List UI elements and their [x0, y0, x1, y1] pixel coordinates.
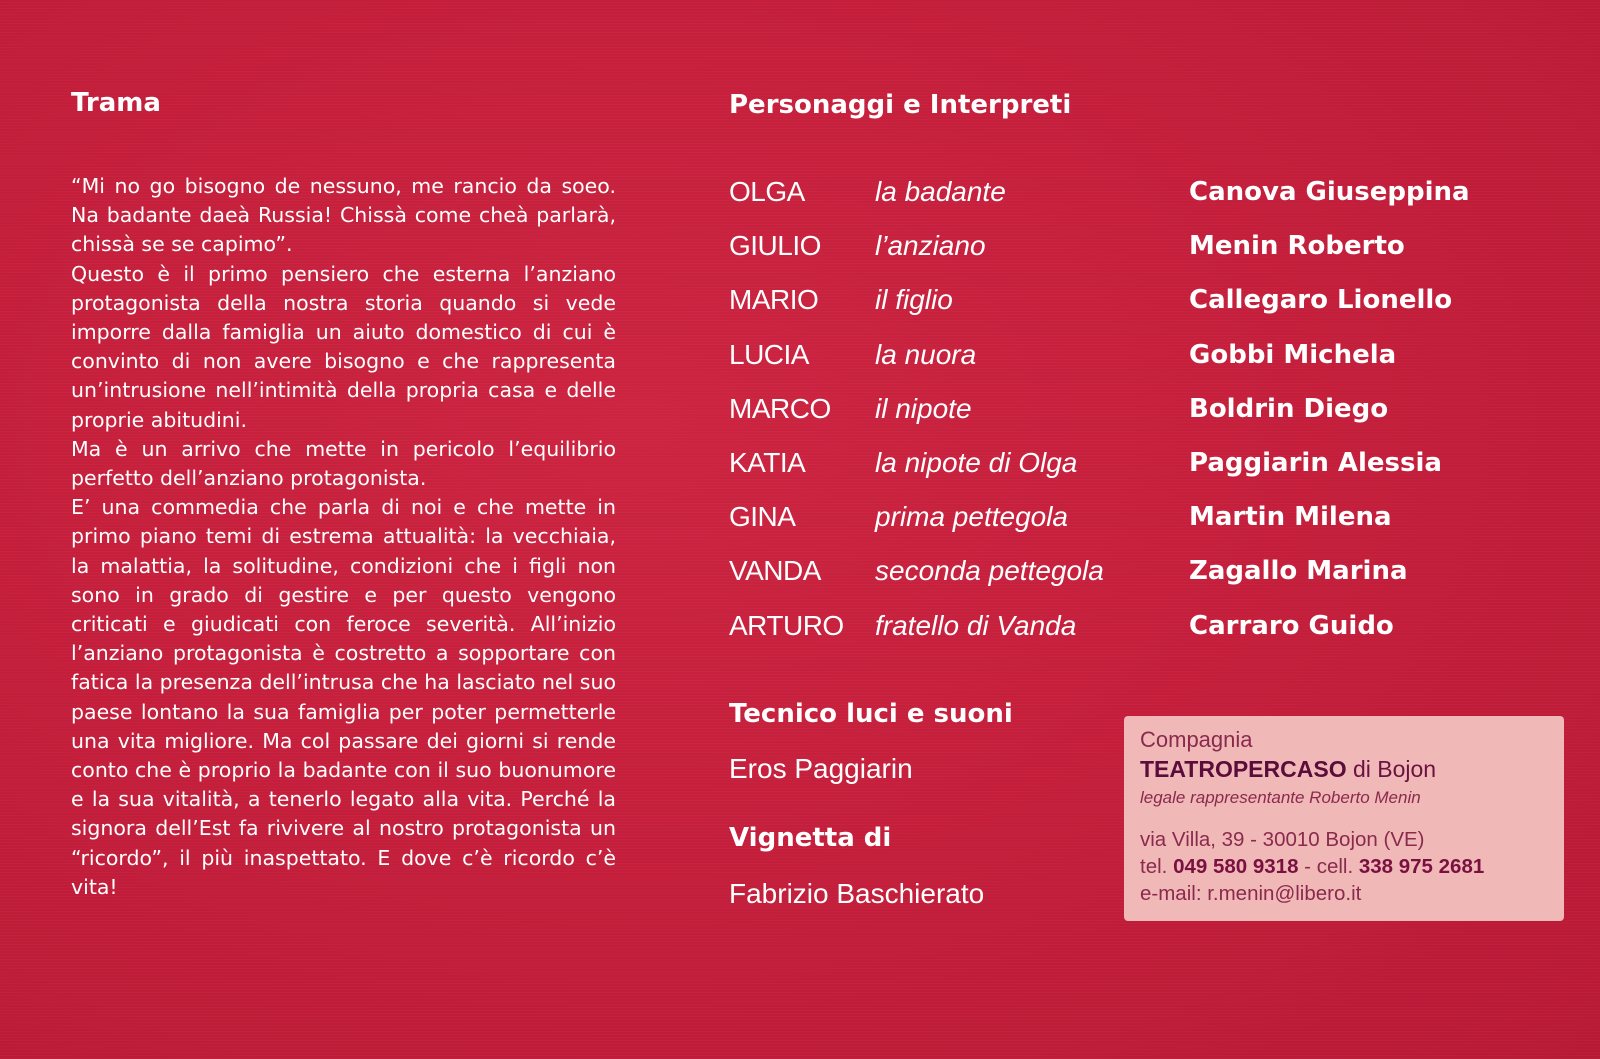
cast-row — [729, 544, 1529, 598]
email-label: e-mail: — [1140, 882, 1202, 905]
company-label: Compagnia — [1140, 727, 1253, 752]
company-address: via Villa, 39 - 30010 Bojon (VE) — [1140, 828, 1425, 851]
cast-row — [729, 273, 1529, 327]
character-description: prima pettegola — [875, 501, 1069, 533]
cast-heading: Personaggi e Interpreti — [729, 90, 1072, 120]
character-description: l’anziano — [875, 230, 986, 262]
tel-number[interactable]: 049 580 9318 — [1173, 855, 1299, 878]
company-location: di Bojon — [1352, 756, 1437, 782]
company-phone-line — [1140, 853, 1564, 880]
cell-number[interactable]: 338 975 2681 — [1358, 855, 1485, 878]
company-info-box — [1124, 716, 1564, 921]
plot-paragraph: Questo è il primo pensiero che esterna l’anziano protagonista della nostra storia quando si vede imporre dalla famiglia un aiuto domestico di cui è convinto di non avere bisogno e che rappresenta un’intrusione nell’intimità della propria casa e delle proprie abitudini. — [71, 261, 616, 432]
character-description: la badante — [875, 176, 1006, 207]
actor-name: Menin Roberto — [1189, 231, 1405, 262]
character-name: MARCO — [729, 392, 831, 424]
plot-paragraph: Ma è un arrivo che mette in pericolo l’equilibrio perfetto dell’anziano protagonista. — [71, 436, 616, 491]
character-name: OLGA — [729, 176, 805, 207]
actor-name: Zagallo Marina — [1189, 556, 1408, 587]
cell-label: - cell. — [1304, 855, 1354, 878]
character-name: ARTURO — [729, 609, 844, 641]
character-name: GIULIO — [729, 230, 821, 262]
actor-name: Martin Milena — [1189, 502, 1392, 533]
actor-name: Boldrin Diego — [1189, 393, 1389, 424]
cast-row — [729, 328, 1529, 382]
email-address[interactable]: r.menin@libero.it — [1207, 882, 1362, 905]
character-name: VANDA — [729, 555, 821, 587]
company-legal-representative: legale rappresentante Roberto Menin — [1140, 788, 1421, 807]
cast-row — [729, 165, 1529, 219]
character-description: la nuora — [875, 338, 977, 370]
actor-name: Paggiarin Alessia — [1189, 447, 1442, 478]
plot-heading: Trama — [71, 88, 161, 118]
cast-row — [729, 436, 1529, 490]
cast-list — [729, 165, 1529, 653]
character-description: fratello di Vanda — [875, 609, 1077, 641]
plot-paragraph: E’ una commedia che parla di noi e che mette in primo piano temi di estrema attualità: la vecchiaia, la malattia, la solitudine, condizioni che i figli non sono in grado di gestire e per questo vengono criticati e giudicati con feroce severità. All’inizio l’anziano protagonista è costretto a sopportare con fatica la presenza dell’intrusa che ha lasciato nel suo paese lontano la sua famiglia per poter permetterle una vita migliore. Ma col passare dei giorni si rende conto che è proprio la badante con il suo buonumore e la sua vitalità, a tenerlo legato alla vita. Perché la signora dell’Est fa rivivere al nostro protagonista un “ricordo”, il più inaspettato. E dove c’è ricordo c’è vita! — [71, 495, 616, 899]
actor-name: Canova Giuseppina — [1189, 177, 1470, 207]
character-description: il figlio — [875, 284, 953, 316]
character-name: KATIA — [729, 446, 806, 478]
actor-name: Callegaro Lionello — [1189, 285, 1453, 316]
tel-label: tel. — [1140, 855, 1168, 878]
technician-heading: Tecnico luci e suoni — [729, 699, 1013, 729]
company-name: TEATROPERCASO — [1140, 756, 1347, 782]
company-name-line — [1140, 754, 1564, 784]
character-name: GINA — [729, 501, 796, 533]
cast-row — [729, 599, 1529, 653]
vignette-author: Fabrizio Baschierato — [729, 878, 985, 909]
cast-row — [729, 382, 1529, 436]
cast-row — [729, 490, 1529, 544]
character-description: seconda pettegola — [875, 555, 1104, 587]
character-name: MARIO — [729, 284, 819, 316]
vignette-heading: Vignetta di — [729, 823, 892, 853]
plot-text — [71, 172, 616, 902]
technician-name: Eros Paggiarin — [729, 753, 913, 784]
character-name: LUCIA — [729, 338, 809, 370]
actor-name: Gobbi Michela — [1189, 339, 1397, 370]
character-description: il nipote — [875, 392, 972, 424]
character-description: la nipote di Olga — [875, 446, 1078, 478]
cast-row — [729, 219, 1529, 273]
plot-paragraph: “Mi no go bisogno de nessuno, me rancio da soeo. Na badante daeà Russia! Chissà come cheà parlarà, chissà se se capimo”. — [71, 174, 616, 257]
actor-name: Carraro Guido — [1189, 610, 1394, 641]
company-email-line — [1140, 880, 1564, 907]
